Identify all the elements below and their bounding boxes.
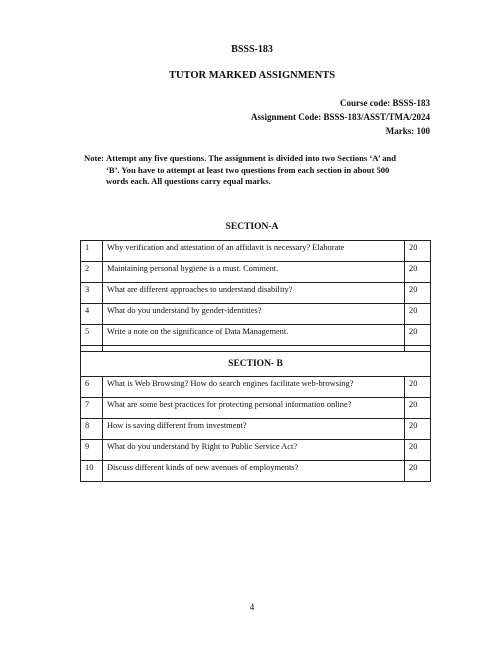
question-marks: 20 xyxy=(405,283,431,304)
question-text: Discuss different kinds of new avenues of employments? xyxy=(103,461,405,482)
note-label: Note: xyxy=(84,153,105,163)
page-number: 4 xyxy=(249,602,255,612)
table-row xyxy=(81,377,431,398)
question-number: 8 xyxy=(81,419,103,440)
page-title: TUTOR MARKED ASSIGNMENTS xyxy=(168,70,336,81)
table-row xyxy=(81,325,431,346)
question-marks: 20 xyxy=(405,262,431,283)
table-row xyxy=(81,419,431,440)
question-number: 10 xyxy=(81,461,103,482)
section-b-heading: SECTION- B xyxy=(81,352,431,377)
question-text: What are some best practices for protecting personal information online? xyxy=(103,398,405,419)
question-marks: 20 xyxy=(405,398,431,419)
question-marks: 20 xyxy=(405,325,431,346)
question-text: Write a note on the significance of Data Management. xyxy=(103,325,405,346)
question-number: 2 xyxy=(81,262,103,283)
section-a-heading: SECTION-A xyxy=(225,222,279,232)
table-row xyxy=(81,440,431,461)
course-code-heading: BSSS-183 xyxy=(231,44,273,55)
question-text: Why verification and attestation of an affidavit is necessary? Elaborate xyxy=(103,241,405,262)
table-row xyxy=(81,283,431,304)
table-row xyxy=(81,304,431,325)
question-number: 5 xyxy=(81,325,103,346)
question-number: 3 xyxy=(81,283,103,304)
note-line-1: Attempt any five questions. The assignment is divided into two Sections ‘A’ and xyxy=(106,153,397,163)
question-number: 9 xyxy=(81,440,103,461)
question-text: What is Web Browsing? How do search engines facilitate web-browsing? xyxy=(103,377,405,398)
table-row xyxy=(81,461,431,482)
section-b-heading-row xyxy=(81,352,431,377)
question-text: What do you understand by Right to Public Service Act? xyxy=(103,440,405,461)
question-text: How is saving different from investment? xyxy=(103,419,405,440)
questions-table xyxy=(80,240,431,482)
note-line-3: words each. All questions carry equal marks. xyxy=(106,176,271,186)
question-text: Maintaining personal hygiene is a must. Comment. xyxy=(103,262,405,283)
course-code: Course code: BSSS-183 xyxy=(339,98,430,108)
question-marks: 20 xyxy=(405,241,431,262)
assignment-meta xyxy=(251,96,430,138)
question-number: 6 xyxy=(81,377,103,398)
question-marks: 20 xyxy=(405,461,431,482)
note-line-2: ‘B’. You have to attempt at least two questions from each section in about 500 xyxy=(106,164,390,175)
question-text: What do you understand by gender-identities? xyxy=(103,304,405,325)
question-marks: 20 xyxy=(405,419,431,440)
table-row xyxy=(81,262,431,283)
table-row xyxy=(81,398,431,419)
question-marks: 20 xyxy=(405,440,431,461)
question-text: What are different approaches to understand disability? xyxy=(103,283,405,304)
question-number: 1 xyxy=(81,241,103,262)
question-marks: 20 xyxy=(405,304,431,325)
question-number: 4 xyxy=(81,304,103,325)
total-marks: Marks: 100 xyxy=(385,126,430,136)
instructions-note xyxy=(84,153,436,188)
question-number: 7 xyxy=(81,398,103,419)
question-marks: 20 xyxy=(405,377,431,398)
assignment-code: Assignment Code: BSSS-183/ASST/TMA/2024 xyxy=(250,112,430,122)
table-row xyxy=(81,241,431,262)
